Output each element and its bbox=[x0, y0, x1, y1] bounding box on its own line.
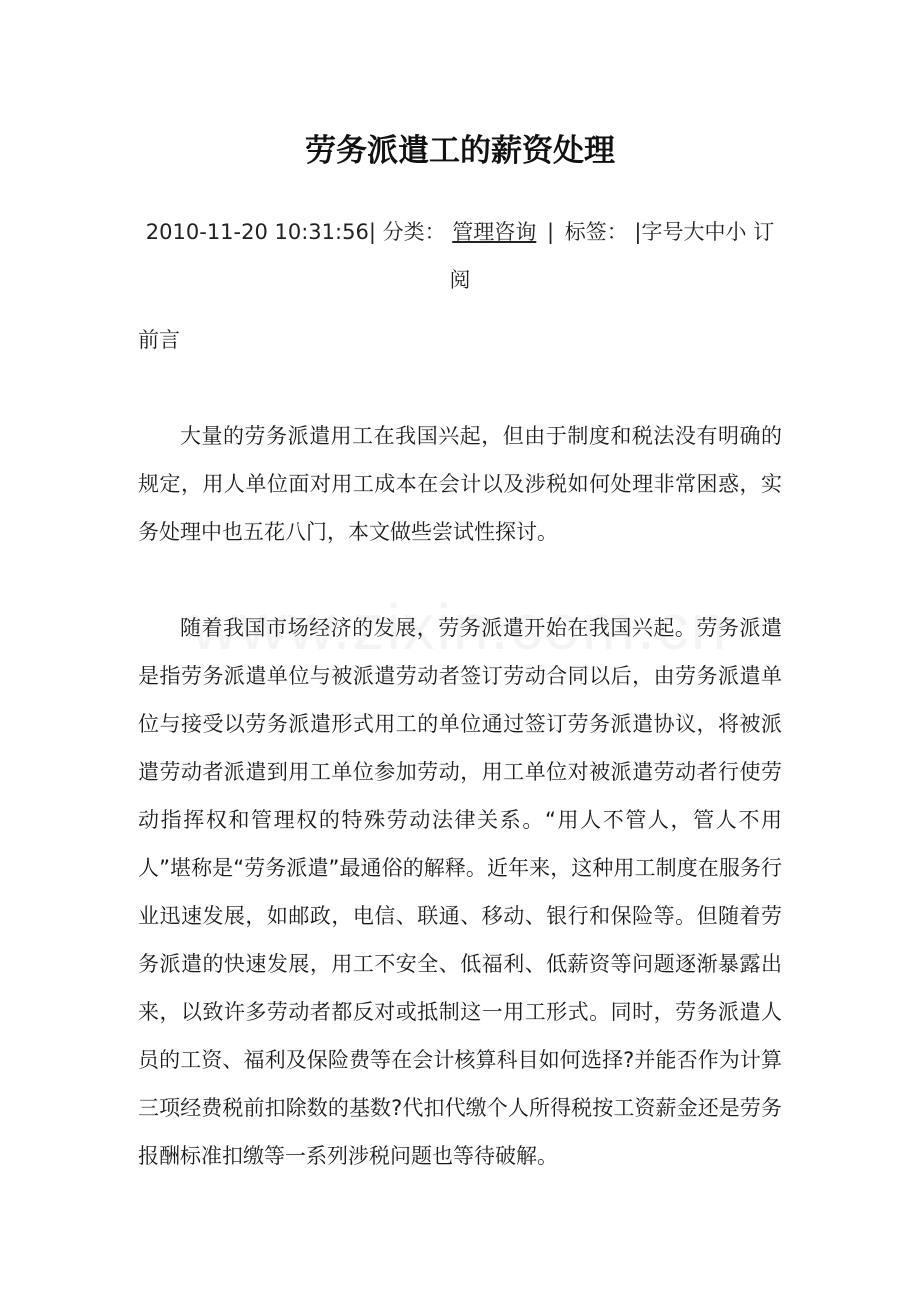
category-label: 分类： bbox=[382, 220, 446, 244]
subscribe-link[interactable]: 订阅 bbox=[449, 220, 775, 292]
article-meta bbox=[138, 208, 782, 304]
page-title: 劳务派遣工的薪资处理 bbox=[305, 133, 615, 169]
paragraph-intro: 大量的劳务派遣用工在我国兴起，但由于制度和税法没有明确的规定，用人单位面对用工成本在会计以及涉税如何处理非常困惑，实务处理中也五花八门，本文做些尝试性探讨。 bbox=[138, 424, 782, 544]
paragraph-body: 随着我国市场经济的发展，劳务派遣开始在我国兴起。劳务派遣是指劳务派遣单位与被派遣劳动者签订劳动合同以后，由劳务派遣单位与接受以劳务派遣形式用工的单位通过签订劳务派遣协议，将被派遣劳动者派遣到用工单位参加劳动，用工单位对被派遣劳动者行使劳动指挥权和管理权的特殊劳动法律关系。“用人不管人，管人不用人”堪称是“劳务派遣”最通俗的解释。近年来，这种用工制度在服务行业迅速发展，如邮政，电信、联通、移动、银行和保险等。但随着劳务派遣的快速发展，用工不安全、低福利、低薪资等问题逐渐暴露出来，以致许多劳动者都反对或抵制这一用工形式。同时，劳务派遣人员的工资、福利及保险费等在会计核算科目如何选择?并能否作为计算三项经费税前扣除数的基数?代扣代缴个人所得税按工资薪金还是劳务报酬标准扣缴等一系列涉税问题也等待破解。 bbox=[138, 616, 782, 1168]
publish-datetime: 2010-11-20 10:31:56| bbox=[145, 220, 376, 244]
category-link[interactable]: 管理咨询 bbox=[452, 220, 537, 244]
preface-heading: 前言 bbox=[138, 328, 180, 352]
font-size-options[interactable]: |字号大中小 bbox=[634, 220, 747, 244]
meta-separator: | bbox=[546, 220, 555, 244]
tag-label: 标签： bbox=[564, 220, 628, 244]
